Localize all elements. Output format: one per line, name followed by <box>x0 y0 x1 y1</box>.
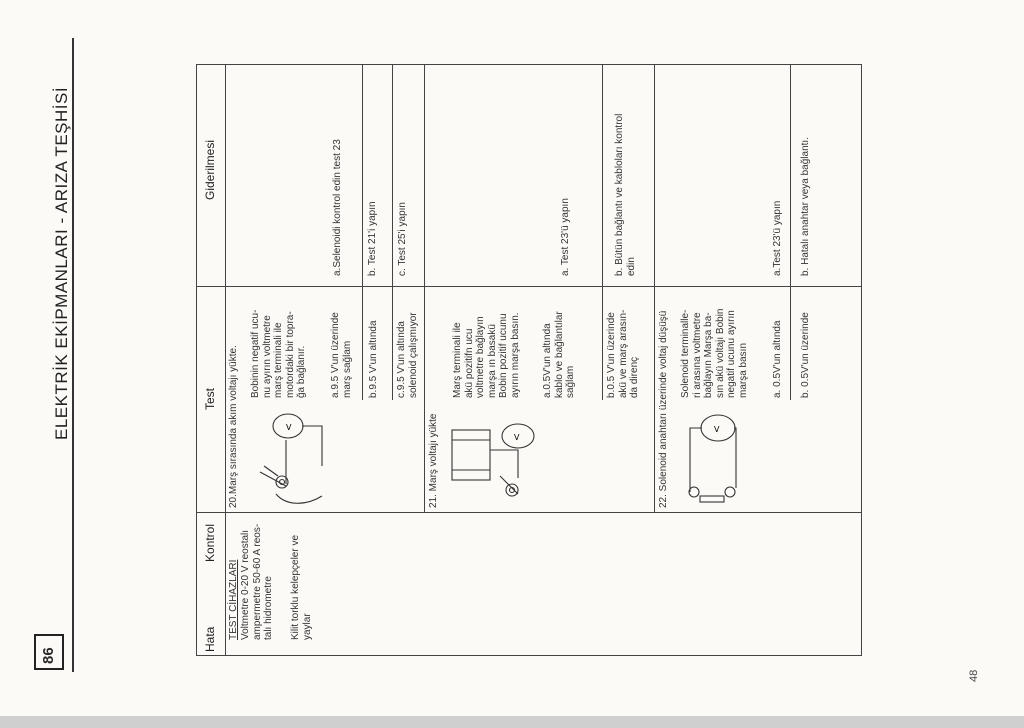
row-divider-21-22 <box>654 64 655 512</box>
subrow-20-a-b <box>362 64 363 400</box>
test20-title: 20.Marş sırasında akım voltajı yükte. <box>228 345 239 508</box>
header-divider <box>225 64 226 656</box>
corner-number: 48 <box>968 669 980 682</box>
kontrol-equipment: Voltmetre 0-20 V reostalı ampermetre 50-60 A reos- talı hidrometre <box>240 523 274 640</box>
test21-desc: Marş terminali ile akü pozitifn ucu voltmetre bağlayın marşa ın basakü Bobin pozitif ucunu ayırın marşa basın. <box>452 312 521 398</box>
svg-text:V: V <box>714 425 720 434</box>
svg-text:V: V <box>514 433 520 442</box>
test22-desc: Solenoid terminalle- ri arasına voltmetre bağlayın Marşa ba- sın akü voltajı Bobin negatif ucunu ayırın marşa basın <box>680 308 749 398</box>
test21-result-a: a.0.5V'un altında kablo ve bağlantılar sağlam <box>542 311 576 398</box>
test21-title: 21. Marş voltajı yükte <box>428 413 439 508</box>
header-rule <box>72 38 74 672</box>
test20-diagram <box>246 410 366 510</box>
subrow-20-b-c <box>392 64 393 400</box>
col-giderilmesi: Giderilmesi <box>203 139 217 200</box>
gid20-b: b. Test 21'i yapın <box>367 201 378 276</box>
test22-result-a: a. 0.5V'un altında <box>772 320 783 398</box>
page-title: ELEKTRİK EKİPMANLARI - ARIZA TEŞHİSİ <box>52 86 71 440</box>
subrow-22-a-b <box>790 64 791 400</box>
page-number-box <box>34 634 64 670</box>
page-number: 86 <box>40 647 57 664</box>
gid21-a: a. Test 23'ü yapın <box>560 198 571 276</box>
test20-desc: Bobinin negatif ucu- nu ayırın voltmetre marş terminali ile motordaki bir topra- ğa bağlanır. <box>250 309 307 398</box>
scan-edge <box>0 716 1024 728</box>
gid22-a: a.Test 23'ü yapın <box>772 200 783 276</box>
col-hata: Hata <box>203 626 217 652</box>
row-divider-20-21 <box>424 64 425 512</box>
test22-result-b: b. 0.5V'un üzerinde <box>800 312 811 398</box>
svg-text:V: V <box>286 423 292 432</box>
col-test: Test <box>203 387 217 410</box>
test22-title: 22. Solenoid anahtarı üzerinde voltaj düşüşü <box>658 310 669 508</box>
test21-result-b: b.0.5 V'un üzerinde akü ve marş arasın- da direnç <box>606 309 640 398</box>
test20-result-b: b.9.5 V'un altında <box>368 320 379 398</box>
test22-diagram <box>680 402 790 512</box>
kontrol-heading: TEST CİHAZLARI <box>228 559 239 640</box>
gid20-a: a.Selenoidi kontrol edin test 23 <box>332 139 343 276</box>
test21-diagram <box>446 410 566 510</box>
gid21-b: b. Bütün bağlantı ve kabloları kontrol edin <box>614 113 637 276</box>
test20-result-c: c.9.5 V'un altında solenoid çalışmıyor <box>396 312 419 398</box>
gid22-b: b. Hatalı anahtar veya bağlantı. <box>800 137 811 276</box>
kontrol-clamps: Kilit torklu kelepçeler ve yaylar <box>290 534 313 640</box>
gid20-c: c. Test 25'i yapın <box>397 202 408 276</box>
col-kontrol: Kontrol <box>203 523 217 562</box>
test-giderilmesi-divider <box>196 286 862 287</box>
subrow-21-a-b <box>602 64 603 400</box>
kontrol-test-divider <box>196 512 862 513</box>
test20-result-a: a.9.5 V'un üzerinde marş sağlam <box>330 312 353 398</box>
